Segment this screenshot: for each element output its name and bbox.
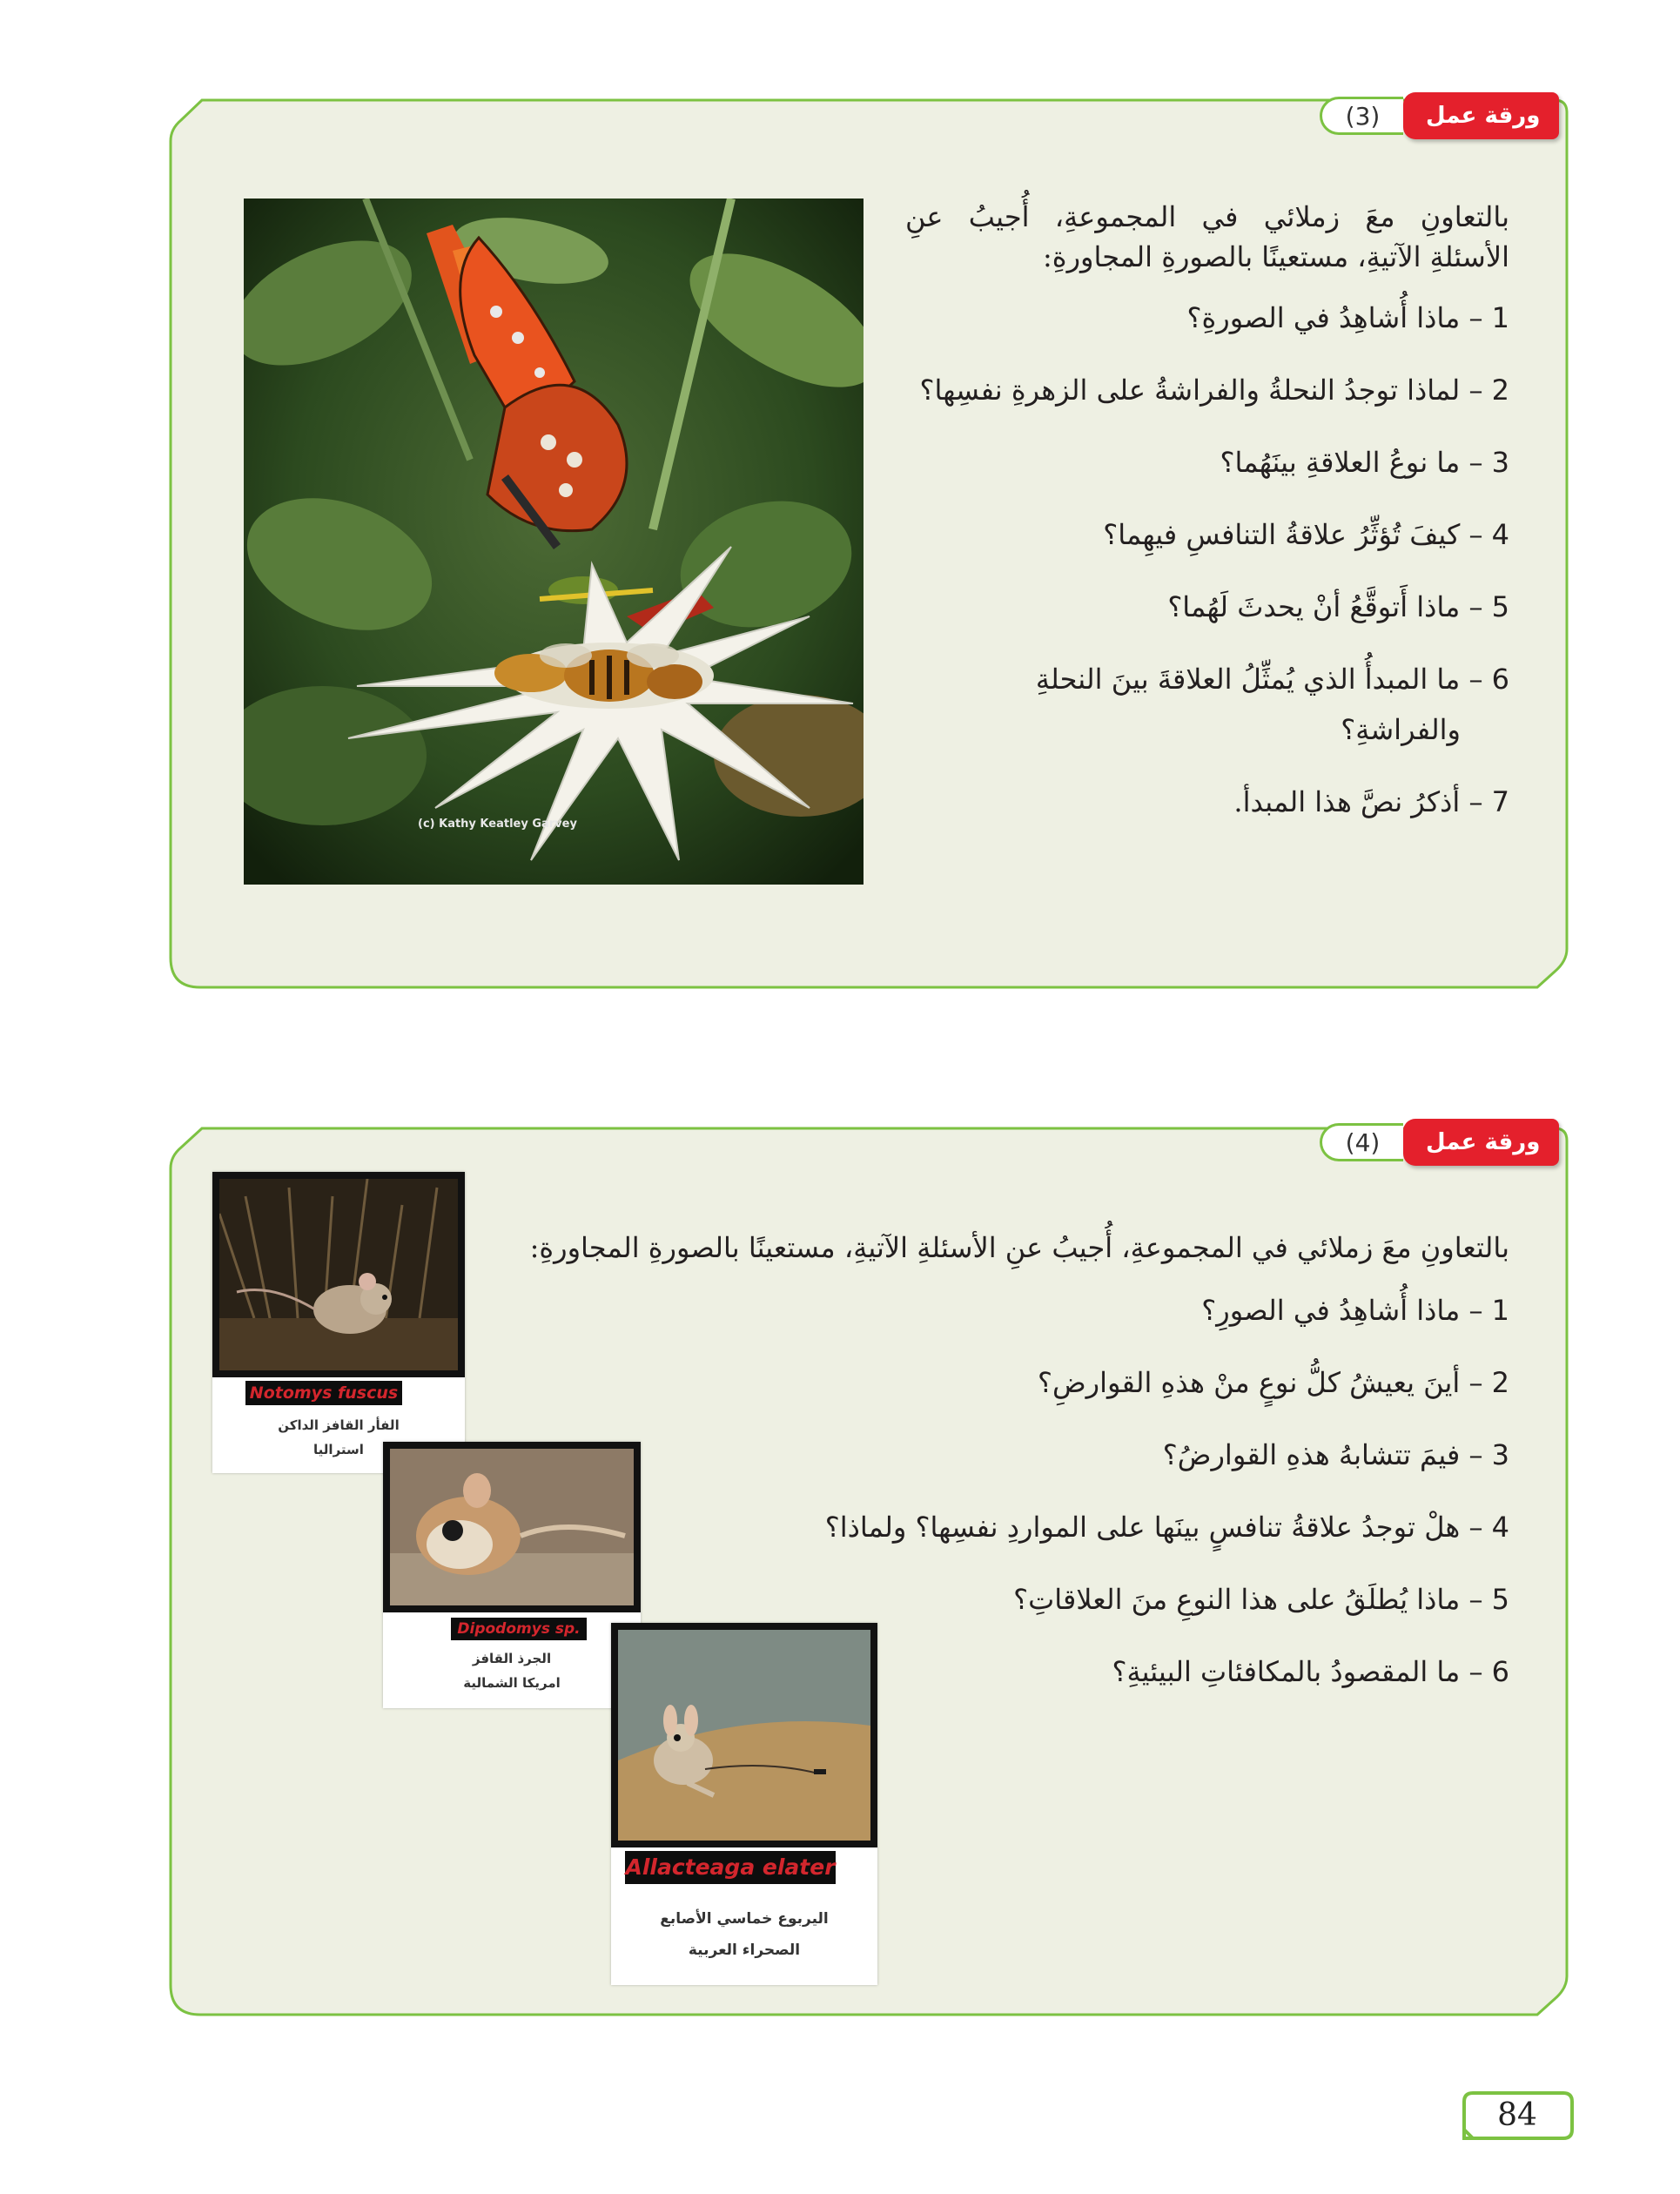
butterfly-bee-photo [244,199,864,885]
rodent-card [383,1442,641,1708]
rodent-card [611,1623,877,1985]
worksheet4-label: ورقة عمل [1403,1119,1559,1166]
common-name: الجرذ القافز [472,1651,552,1666]
worksheet3-intro-line1: بالتعاونِ معَ زملائي في المجموعةِ، أُجيبُ عنِ [905,200,1509,233]
question-item: 5 – ماذا أَتوقَّعُ أنْ يحدثَ لَهُما؟ [1167,590,1509,623]
kangaroo-rat-illustration [390,1449,634,1605]
worksheet3-intro-line2: الأسئلةِ الآتيةِ، مستعينًا بالصورةِ المجاورةِ: [1043,240,1509,273]
common-name: الفأر القافز الداكن [278,1417,400,1433]
question-item: 3 – ما نوعُ العلاقةِ بينَهُما؟ [1220,446,1509,479]
worksheet4-intro: بالتعاونِ معَ زملائي في المجموعةِ، أُجيبُ عنِ الأسئلةِ الآتيةِ، مستعينًا بالصورةِ المجاورةِ: [529,1231,1509,1264]
question-item: 3 – فيمَ تتشابهُ هذهِ القوارضُ؟ [1162,1438,1509,1471]
question-item: 5 – ماذا يُطلَقُ على هذا النوعِ منَ العلاقاتِ؟ [1013,1583,1509,1616]
rodent-photo [611,1623,877,1847]
question-item: 6 – ما المقصودُ بالمكافئاتِ البيئيةِ؟ [1112,1655,1509,1688]
common-name: اليربوع خماسي الأصابع [660,1910,829,1928]
page-number: 84 [1497,2096,1537,2133]
question-item: 6 – ما المبدأُ الذي يُمثِّلُ العلاقةَ بينَ النحلةِ [1035,663,1509,696]
species-label: Allacteaga elater [625,1851,836,1884]
worksheet3-questions [905,197,1509,852]
question-item: 4 – هلْ توجدُ علاقةُ تنافسٍ بينَها على المواردِ نفسِها؟ ولماذا؟ [824,1511,1509,1544]
worksheet3-tag [1320,92,1559,139]
rodent-card [212,1172,465,1473]
question-item: 4 – كيفَ تُؤثِّرُ علاقةُ التنافسِ فيهِما؟ [1103,518,1509,551]
region-name: استراليا [313,1442,364,1457]
worksheet4-number: (4) [1320,1123,1403,1161]
species-label: Notomys fuscus [245,1381,402,1405]
worksheet4-tag [1320,1119,1559,1166]
jerboa-illustration [618,1630,870,1841]
rodent-photo [212,1172,465,1377]
question-item: 2 – أينَ يعيشُ كلُّ نوعٍ منْ هذهِ القوارضِ؟ [1038,1366,1509,1399]
question-item: 7 – أذكرُ نصَّ هذا المبدأ. [1233,785,1509,818]
region-name: الصحراء العربية [688,1942,801,1959]
question-item: 1 – ماذا أُشاهِدُ في الصورِ؟ [1201,1294,1509,1327]
question-item: 2 – لماذا توجدُ النحلةُ والفراشةُ على الزهرةِ نفسِها؟ [919,374,1509,407]
species-label: Dipodomys sp. [451,1618,587,1640]
rodent-photo [383,1442,641,1612]
region-name: امريكا الشمالية [463,1675,561,1691]
question-item: 1 – ماذا أُشاهِدُ في الصورةِ؟ [1186,301,1509,334]
worksheet3-label: ورقة عمل [1403,92,1559,139]
worksheet3-number: (3) [1320,97,1403,135]
photo-credit: (c) Kathy Keatley Garvey [418,818,577,831]
butterfly-bee-illustration [244,199,864,885]
question-item-continuation: والفراشةِ؟ [1341,713,1461,746]
mouse-illustration [219,1179,458,1370]
